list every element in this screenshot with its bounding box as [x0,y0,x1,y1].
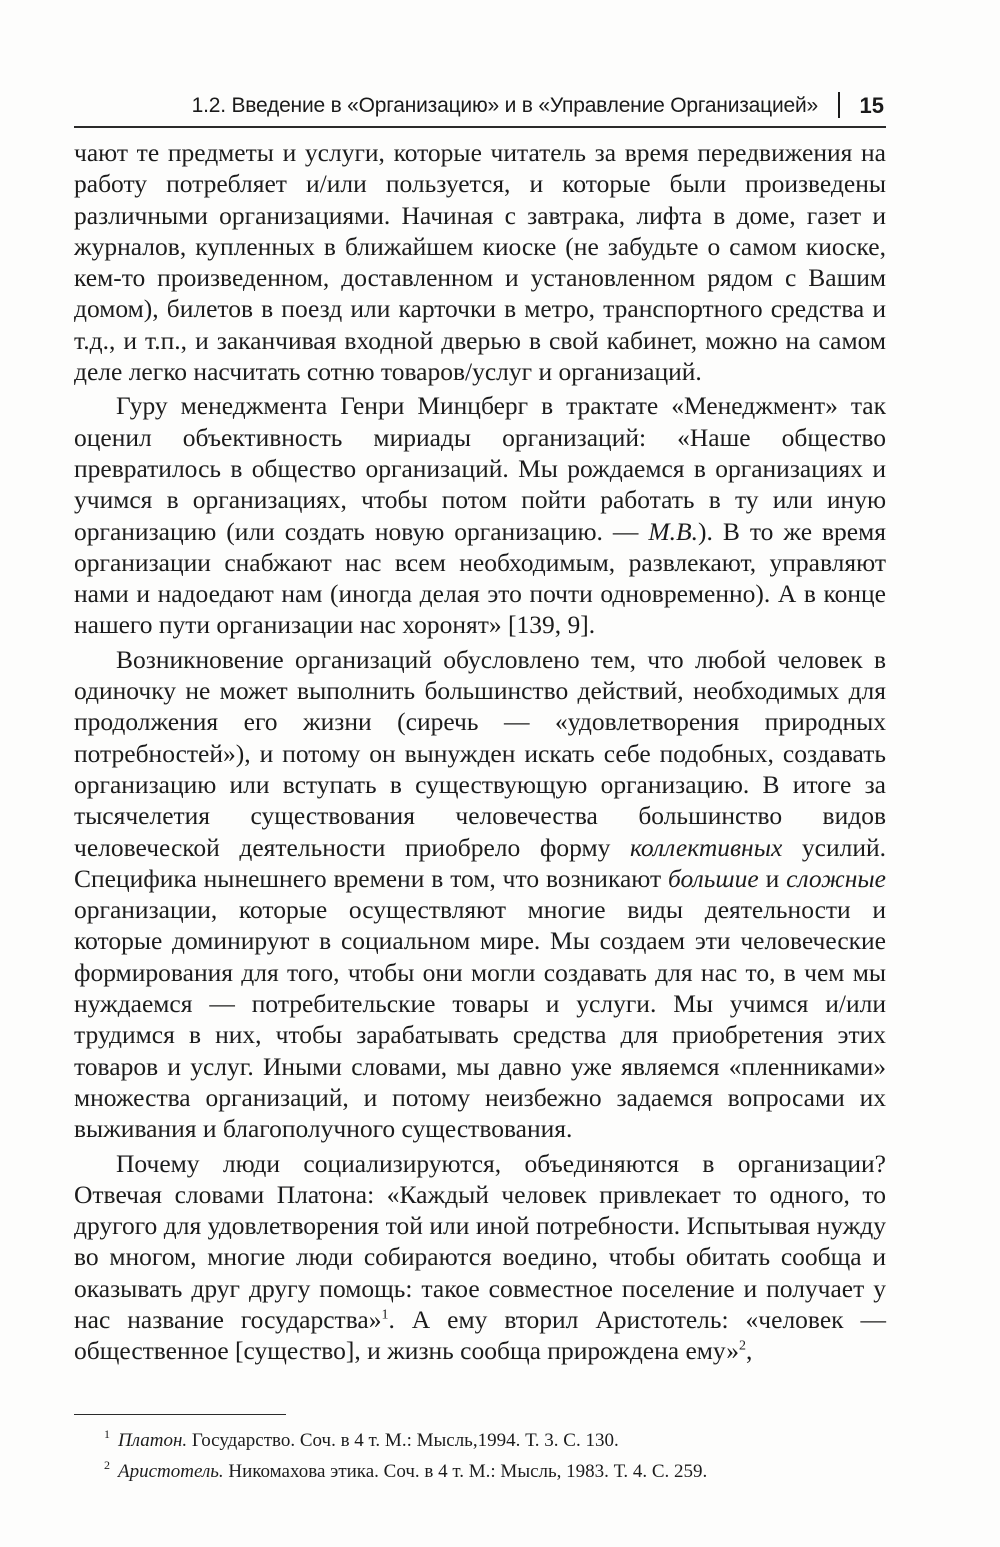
paragraph-4-text-a: Почему люди социализируются, объединяются в организации? Отвечая словами Платона: «Каждый человек привлекает то одного, то другого для удовлетворения той или иной потребности. Испытывая нужду во многом, многие люди собираются воедино, чтобы обитать сообща и оказывать друг другу помощь: такое совместное поселение и получает у нас название государства» [74,1148,886,1334]
paragraph-4-text-c: , [746,1336,753,1366]
emphasis-large: большие [668,863,759,893]
footnote-text: Никомахова этика. Соч. в 4 т. М.: Мысль, 1983. Т. 4. С. 259. [223,1461,708,1482]
paragraph-2-text-b: ). В то же время организации снабжают нас всем необходимым, развлекают, управляют нами и надоедают нам (иногда делая это почти одновременно). А в конце нашего пути организации нас хоронят» [139, 9]. [74,516,886,640]
footnote-2 [104,1456,878,1487]
paragraph-2 [74,390,886,640]
footnote-1 [104,1425,878,1456]
paragraph-3-conjunction: и [758,863,787,893]
emphasis-collective: коллективных [629,832,783,862]
footnotes [104,1425,878,1487]
emphasis-complex: сложные [786,863,886,893]
paragraph-4-text-b: . А ему вторил Аристотель: «человек — общественное [существо], и жизнь сообща прирождена ему» [74,1304,886,1366]
footnote-ref-2[interactable]: 2 [739,1338,747,1354]
paragraph-3-text-a: Возникновение организаций обусловлено тем, что любой человек в одиночку не может выполнить большинство действий, необходимых для продолжения его жизни (сиречь — «удовлетворения природных потребностей»), и потому он вынужден искать себе подобных, создавать организацию или вступать в существующую организацию. В итоге за тысячелетия существования человечества большинство видов человеческой деятельности приобрело форму [74,644,886,862]
paragraph-3-text-c: организации, которые осуществляют многие виды деятельности и которые доминируют в социальном мире. Мы создаем эти человеческие формирования для того, чтобы они могли создавать для нас то, в чем мы нуждаемся — потребительские товары и услуги. Мы учимся и/или трудимся в них, чтобы зарабатывать средства для приобретения этих товаров и услуг. Иными словами, мы давно уже являемся «пленниками» множества организаций, и потому неизбежно задаемся вопросами их выживания и благополучного существования. [74,895,886,1144]
footnote-mark: 2 [104,1458,110,1472]
paragraph-1 [74,137,886,387]
footnote-author: Аристотель. [118,1461,224,1482]
paragraph-3 [74,644,886,1145]
body-text [74,137,886,1370]
header-rule [74,126,886,128]
author-initials: М.В. [648,516,698,546]
running-head [74,88,886,128]
footnote-mark: 1 [104,1427,110,1441]
footnote-text: Государство. Соч. в 4 т. М.: Мысль,1994. Т. 3. С. 130. [187,1430,619,1451]
paragraph-1-text: чают те предметы и услуги, которые читатель за время передвижения на работу потребляет и/или пользуется, и которые были произведены различными организациями. Начиная с завтрака, лифта в доме, газет и журналов, купленных в ближайшем киоске (не забудьте о самом киоске, кем-то произведенном, доставленном и установленном рядом с Вашим домом), билетов в поезд или карточки в метро, транспортного средства и т.д., и т.п., и заканчивая входной дверью в свой кабинет, можно на самом деле легко насчитать сотню товаров/услуг и организаций. [74,138,886,387]
section-title: 1.2. Введение в «Организацию» и в «Управление Организацией» [191,94,818,117]
footnote-ref-1[interactable]: 1 [381,1307,389,1323]
footnote-author: Платон. [118,1430,188,1451]
header-separator [838,92,840,118]
paragraph-4 [74,1148,886,1367]
paragraph-3-text-b: усилий. Специфика нынешнего времени в том, что возникают [74,832,886,893]
paragraph-2-text-a: Гуру менеджмента Генри Минцберг в трактате «Менеджмент» так оценил объективность мириады организаций: «Наше общество превратилось в общество организаций. Мы рождаемся в организациях и учимся в организациях, чтобы потом пойти работать в ту или иную организацию (или создать новую организацию. — [74,391,886,546]
page-number: 15 [859,93,884,118]
footnote-rule [74,1414,286,1415]
